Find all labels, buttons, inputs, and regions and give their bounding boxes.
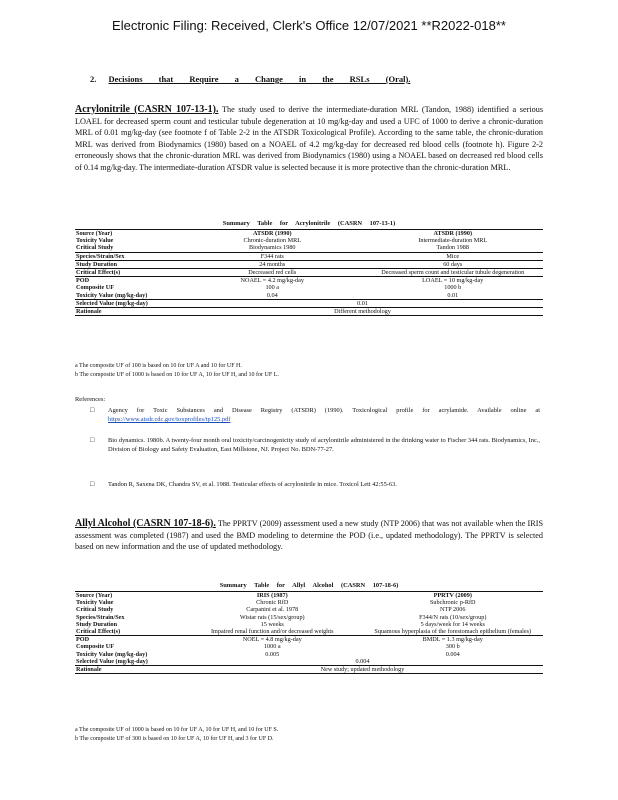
references-label: References:	[75, 396, 106, 403]
cell: Different methodology	[182, 308, 543, 316]
cell: 0.004	[355, 657, 370, 665]
table-row	[75, 636, 543, 644]
row-label: Toxicity Value	[76, 237, 114, 245]
table1-title: Summary Table for Acrylonitrile (CASRN 107-13-1)	[222, 220, 396, 227]
cell: Mice	[363, 252, 544, 260]
acrylonitrile-heading: Acrylonitrile (CASRN 107-13-1).	[75, 104, 219, 115]
table-row	[75, 599, 543, 606]
cell: 0.01	[182, 299, 543, 307]
cell: 1000 a	[263, 643, 281, 651]
cell: 0.04	[266, 291, 278, 299]
cell: 1000 b	[444, 284, 462, 292]
table1-footnote-b: b The composite UF of 1000 is based on 10 for UF A, 10 for UF H, and 10 for UF L.	[75, 372, 279, 378]
cell: 0.01	[447, 291, 459, 299]
filing-header: Electronic Filing: Received, Clerk's Office 12/07/2021 **R2022-018**	[112, 18, 506, 33]
cell: 60 days	[363, 260, 544, 268]
cell: 5 days/week for 14 weeks	[420, 620, 485, 628]
table-row	[75, 651, 543, 658]
reference-item	[90, 480, 540, 489]
row-label: Selected Value (mg/kg-day)	[76, 657, 148, 665]
row-label: Species/Strain/Sex	[75, 252, 182, 260]
row-label: Critical Effect(s)	[75, 269, 182, 277]
acrylonitrile-summary-table	[75, 229, 543, 316]
cell: Impaired renal function and/or decreased weights	[182, 628, 363, 636]
cell: NOAEL = 4.2 mg/kg-day	[182, 277, 363, 285]
row-label: Rationale	[75, 666, 182, 674]
cell: New study; updated methodology	[182, 666, 543, 674]
cell: NOEL = 4.8 mg/kg-day	[182, 636, 363, 644]
acrylonitrile-body: The study used to derive the intermediate-duration MRL (Tandon, 1988) identified a serious LOAEL for decreased sperm count and testicular tubule degeneration at 10 mg/kg-day and used a UFC of 1000 to derive a chronic-duration MRL of 0.01 mg/kg-day (see footnote f of Table 2-2 in the ATSDR Toxicological Profile). According to the same table, the chronic-duration MRL was derived from Biodynamics (1980) based on a NOAEL of 4.2 mg/kg-day for decreased red blood cells (footnote h). Figure 2-2 erroneously shows that the chronic-duration MRL was derived from Biodynamics (1980) using a NOAEL based on decreased red blood cells of 0.14 mg/kg-day. The intermediate-duration ATSDR value is selected because it is more protective than the chronic-duration MRL.	[75, 105, 543, 172]
cell: BMDL = 1.3 mg/kg-day	[363, 636, 544, 644]
reference-item	[90, 406, 540, 424]
row-label: Toxicity Value	[76, 599, 114, 607]
cell: 300 b	[445, 643, 460, 651]
cell: Squamous hyperplasia of the forestomach epithelium (females)	[363, 628, 544, 636]
table-row	[75, 284, 543, 291]
table-row	[75, 237, 543, 244]
table-row	[75, 643, 543, 650]
bullet-icon: □	[90, 406, 95, 414]
table2-footnote-a: a The composite UF of 1000 is based on 10 for UF A, 10 for UF H, and 10 for UF S.	[75, 727, 279, 733]
cell: ATSDR (1990)	[363, 230, 544, 238]
acrylonitrile-paragraph	[75, 104, 543, 174]
cell: 0.004	[445, 650, 460, 658]
cell: Tandon 1988	[436, 244, 469, 252]
cell: Carpanini et al. 1978	[246, 606, 299, 614]
cell: NTP 2006	[440, 606, 466, 614]
cell: 24 months	[182, 260, 363, 268]
allyl-heading: Allyl Alcohol (CASRN 107-18-6).	[75, 518, 216, 529]
reference-link[interactable]: https://www.atsdr.cdc.gov/toxprofiles/tp125.pdf	[108, 416, 231, 423]
row-label: Toxicity Value (mg/kg-day)	[76, 291, 148, 299]
table-row	[75, 269, 543, 277]
row-label: POD	[75, 636, 182, 644]
row-label: Composite UF	[76, 284, 114, 292]
row-label: Source (Year)	[75, 230, 182, 238]
row-label: Rationale	[75, 308, 182, 316]
cell: 0.005	[265, 650, 280, 658]
bullet-icon: □	[90, 480, 95, 488]
table-row	[75, 277, 543, 285]
row-label: Composite UF	[76, 643, 114, 651]
table-row	[75, 230, 543, 238]
section-number: 2.	[90, 74, 97, 84]
table-row	[75, 260, 543, 268]
cell: Decreased sperm count and testicular tubule degeneration	[363, 269, 544, 277]
row-label: Critical Study	[76, 244, 114, 252]
allyl-summary-table	[75, 591, 543, 674]
table-row	[75, 621, 543, 628]
table1-footnote-a: a The composite UF of 100 is based on 10 for UF A and 10 for UF H.	[75, 363, 242, 369]
cell: IRIS (1987)	[182, 592, 363, 600]
reference-text: Bio dynamics. 1980b. A twenty-four month oral toxicity/carcinogenicity study of acrylonitrile administered in the drinking water to Fischer 344 rats. Biodynamics, Inc., Division of Biology and Safety Evaluation, East Millstone, NJ. Project No. BDN-77-27.	[108, 437, 540, 453]
cell: Chronic RfD	[256, 599, 289, 607]
cell: Chronic-duration MRL	[243, 237, 302, 245]
section-title: Decisions that Require a Change in the RSLs (Oral).	[108, 74, 411, 84]
table-row	[75, 308, 543, 316]
table-row	[75, 614, 543, 621]
cell: F344 rats	[182, 252, 363, 260]
section-heading	[90, 74, 410, 84]
allyl-paragraph	[75, 518, 543, 553]
cell: Biodynamics 1980	[248, 244, 296, 252]
table-row	[75, 252, 543, 260]
row-label: Selected Value (mg/kg-day)	[75, 299, 182, 307]
row-label: Species/Strain/Sex	[76, 613, 125, 621]
table-row	[75, 658, 543, 666]
bullet-icon: □	[90, 436, 95, 444]
cell: Decreased red cells	[182, 269, 363, 277]
row-label: Source (Year)	[75, 592, 182, 600]
table2-title: Summary Table for Allyl Alcohol (CASRN 107-18-6)	[219, 582, 399, 589]
row-label: Toxicity Value (mg/kg-day)	[76, 650, 148, 658]
cell: Wistar rats (15/sex/group)	[239, 613, 305, 621]
cell: 100 a	[265, 284, 280, 292]
cell: ATSDR (1990)	[182, 230, 363, 238]
row-label: Critical Effect(s)	[75, 628, 182, 636]
row-label: POD	[75, 277, 182, 285]
cell: F344/N rats (10/sex/group)	[419, 613, 487, 621]
table-row	[75, 592, 543, 600]
cell: PPRTV (2009)	[363, 592, 544, 600]
row-label: Study Duration	[75, 260, 182, 268]
table-row	[75, 299, 543, 307]
cell: Subchronic p-RfD	[429, 599, 476, 607]
table-row	[75, 292, 543, 300]
allyl-body: The PPRTV (2009) assessment used a new study (NTP 2006) that was not available when the IRIS assessment was completed (1987) and used the BMD modeling to determine the POD (i.e., updated methodology). The PPRTV is selected based on new information and the use of updated methodology.	[75, 519, 544, 552]
row-label: Study Duration	[76, 620, 118, 628]
reference-item	[90, 436, 540, 454]
cell: LOAEL = 10 mg/kg-day	[363, 277, 544, 285]
reference-text: Tandon R, Saxena DK, Chandra SV, et al. 1988. Testicular effects of acrylonitrile in mice. Toxicol Lett 42:55-63.	[108, 481, 397, 488]
table-row	[75, 666, 543, 674]
table-row	[75, 628, 543, 636]
cell: Intermediate-duration MRL	[418, 237, 488, 245]
cell: 15 weeks	[260, 620, 284, 628]
table-row	[75, 244, 543, 252]
row-label: Critical Study	[76, 606, 114, 614]
table2-footnote-b: b The composite UF of 300 is based on 10 for UF A, 10 for UF H, and 3 for UF D.	[75, 736, 274, 742]
table-row	[75, 606, 543, 613]
reference-text: Agency for Toxic Substances and Disease Registry (ATSDR) (1990). Toxicological profile for acrylamide. Available online at	[108, 407, 540, 414]
